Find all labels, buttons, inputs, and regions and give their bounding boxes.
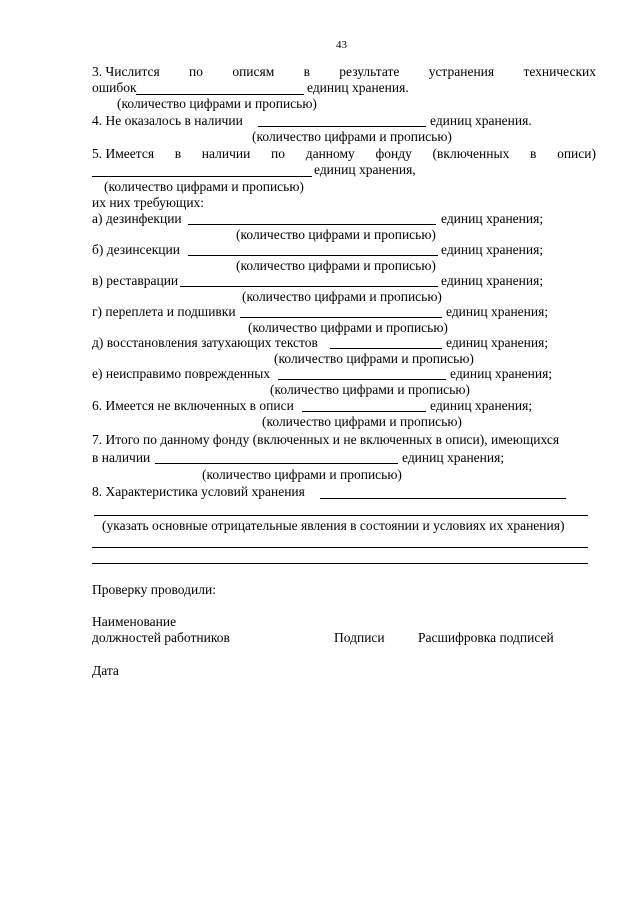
position-title-line2: должностей работников: [92, 630, 230, 645]
item3-word: технических: [523, 64, 596, 79]
item5-word: наличии: [201, 146, 251, 161]
item5-hint: (количество цифрами и прописью): [104, 179, 304, 194]
item5-word: данному: [305, 146, 355, 161]
sub-item-e-suffix: единиц хранения;: [450, 366, 553, 381]
item3-word: в: [303, 64, 310, 79]
sub-item-e-label: е) неисправимо поврежденных: [92, 366, 271, 381]
sub-item-a-suffix: единиц хранения;: [441, 211, 544, 226]
item6-blank[interactable]: [302, 411, 426, 412]
sub-item-e-hint: (количество цифрами и прописью): [270, 382, 470, 397]
sub-item-v-label: в) реставрации: [92, 273, 179, 288]
item3-word: описям: [232, 64, 275, 79]
item3-suffix: единиц хранения.: [307, 80, 409, 95]
position-title-line1: Наименование: [92, 614, 177, 629]
item3-word: устранения: [428, 64, 495, 79]
item6-hint: (количество цифрами и прописью): [262, 414, 462, 429]
item4-blank[interactable]: [258, 126, 426, 127]
sub-item-d-blank[interactable]: [330, 348, 442, 349]
item8-prefix: 8. Характеристика условий хранения: [92, 484, 305, 499]
sub-item-b-suffix: единиц хранения;: [441, 242, 544, 257]
sub-item-e-blank[interactable]: [278, 379, 446, 380]
item5-word: (включенных: [432, 146, 510, 161]
date-label: Дата: [92, 663, 119, 678]
sub-item-b-blank[interactable]: [188, 255, 438, 256]
sub-item-d-hint: (количество цифрами и прописью): [274, 351, 474, 366]
item7-suffix: единиц хранения;: [402, 450, 505, 465]
item8-blank-line3[interactable]: [92, 547, 588, 548]
sub-item-a-label: а) дезинфекции: [92, 211, 182, 226]
item4-suffix: единиц хранения.: [430, 113, 532, 128]
sub-item-g-blank[interactable]: [240, 317, 442, 318]
item7-line1: 7. Итого по данному фонду (включенных и не включенных в описи), имеющихся: [92, 432, 560, 447]
item5-word: по: [271, 146, 286, 161]
item8-blank-line4[interactable]: [92, 563, 588, 564]
item8-blank-line2[interactable]: [94, 515, 588, 516]
item5-word: 5. Имеется: [92, 146, 155, 161]
page-number: 43: [336, 39, 347, 51]
item5-blank[interactable]: [92, 176, 312, 177]
item7-hint: (количество цифрами и прописью): [202, 467, 402, 482]
sub-item-d-suffix: единиц хранения;: [446, 335, 549, 350]
item3-hint: (количество цифрами и прописью): [117, 96, 317, 111]
item8-hint: (указать основные отрицательные явления в состоянии и условиях их хранения): [102, 518, 565, 533]
sub-item-d-label: д) восстановления затухающих текстов: [92, 335, 318, 350]
item6-suffix: единиц хранения;: [430, 398, 533, 413]
item5-subheader: их них требующих:: [92, 195, 205, 210]
item3-blank[interactable]: [136, 94, 304, 95]
sub-item-v-hint: (количество цифрами и прописью): [242, 289, 442, 304]
sub-item-a-hint: (количество цифрами и прописью): [236, 227, 436, 242]
item5-word: в: [174, 146, 182, 161]
sub-item-g-suffix: единиц хранения;: [446, 304, 549, 319]
item6-prefix: 6. Имеется не включенных в описи: [92, 398, 294, 413]
sub-item-g-hint: (количество цифрами и прописью): [248, 320, 448, 335]
item3-word: 3. Числится: [92, 64, 160, 79]
item3-line1: [92, 64, 596, 80]
signatures-column-label: Подписи: [334, 630, 385, 645]
sub-item-v-suffix: единиц хранения;: [441, 273, 544, 288]
sub-item-a-blank[interactable]: [188, 224, 436, 225]
item7-prefix: в наличии: [92, 450, 151, 465]
item4-hint: (количество цифрами и прописью): [252, 129, 452, 144]
item4-prefix: 4. Не оказалось в наличии: [92, 113, 243, 128]
item3-word: результате: [339, 64, 400, 79]
item5-word: фонду: [375, 146, 412, 161]
item5-word: описи): [557, 146, 596, 161]
item5-line1: [92, 146, 596, 162]
item8-blank[interactable]: [320, 498, 566, 499]
check-heading: Проверку проводили:: [92, 582, 216, 597]
sub-item-v-blank[interactable]: [180, 286, 438, 287]
item7-blank[interactable]: [155, 463, 398, 464]
item3-prefix: ошибок: [92, 80, 137, 95]
sub-item-b-hint: (количество цифрами и прописью): [236, 258, 436, 273]
item5-word: в: [530, 146, 537, 161]
sub-item-b-label: б) дезинсекции: [92, 242, 180, 257]
sub-item-g-label: г) переплета и подшивки: [92, 304, 236, 319]
item3-word: по: [189, 64, 204, 79]
item5-suffix: единиц хранения,: [314, 162, 416, 177]
signature-decoding-label: Расшифровка подписей: [418, 630, 554, 645]
